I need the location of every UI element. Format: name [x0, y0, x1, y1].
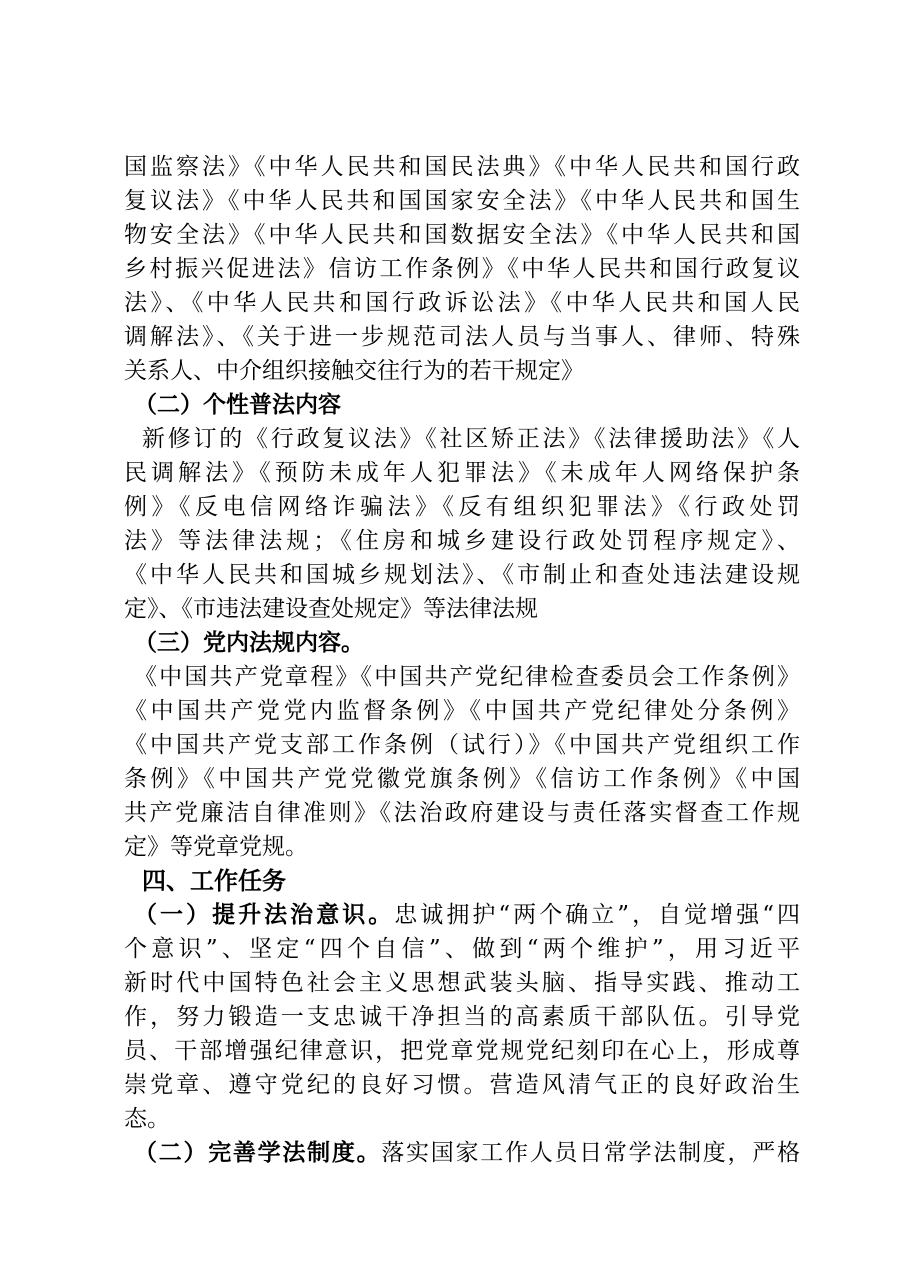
section-heading-4: 四、工作任务 — [142, 867, 286, 895]
text-line: 国监察法》《中华人民共和国民法典》《中华人民共和国行政 — [124, 154, 800, 180]
text-line: 员、干部增强纪律意识，把党章党规党纪刻印在心上，形成尊 — [124, 1038, 800, 1064]
text-line: 作，努力锻造一支忠诚干净担当的高素质干部队伍。引导党 — [124, 1004, 800, 1030]
text-line: 新时代中国特色社会主义思想武装头脑、指导实践、推动工 — [124, 970, 800, 996]
text-line: 共产党廉洁自律准则》《法治政府建设与责任落实督查工作规 — [124, 800, 800, 826]
text-line: 《中国共产党支部工作条例（试行）》《中国共产党组织工作 — [124, 732, 800, 758]
subsection-heading-3: （三）党内法规内容。 — [134, 629, 364, 656]
text-line: 态。 — [124, 1106, 170, 1132]
text-line — [134, 1136, 800, 1170]
text-line: 法》、《中华人民共和国行政诉讼法》《中华人民共和国人民 — [124, 290, 800, 316]
text-line: 条例》《中国共产党党徽党旗条例》《信访工作条例》《中国 — [124, 766, 800, 792]
text-line: 民调解法》《预防未成年人犯罪法》《未成年人网络保护条 — [124, 460, 800, 486]
text-line: 崇党章、遵守党纪的良好习惯。营造风清气正的良好政治生 — [124, 1072, 800, 1098]
text-line: 物安全法》《中华人民共和国数据安全法》《中华人民共和国 — [124, 222, 800, 248]
task-lead: （一）提升法治意识。 — [134, 901, 395, 928]
text-line: 复议法》《中华人民共和国国家安全法》《中华人民共和国生 — [124, 188, 800, 214]
task-text: 落实国家工作人员日常学法制度，严格 — [381, 1140, 800, 1166]
text-line: 例》《反电信网络诈骗法》《反有组织犯罪法》《行政处罚 — [124, 494, 800, 520]
subsection-heading-2: （二）个性普法内容 — [134, 391, 341, 418]
task-text: 忠诚拥护“两个确立”，自觉增强“四 — [394, 902, 800, 928]
text-line: 《中华人民共和国城乡规划法》、《市制止和查处违法建设规 — [124, 562, 800, 588]
task-lead: （二）完善学法制度。 — [134, 1139, 382, 1166]
text-line: 《中国共产党党内监督条例》《中国共产党纪律处分条例》 — [124, 698, 800, 724]
text-line: 个意识”、坚定“四个自信”、做到“两个维护”，用习近平 — [124, 936, 800, 962]
text-line: 定》等党章党规。 — [124, 834, 308, 860]
text-line: 定》、《市违法建设查处规定》等法律法规 — [124, 596, 538, 622]
text-line: 新修订的《行政复议法》《社区矫正法》《法律援助法》《人 — [142, 426, 800, 452]
text-line: 法》等法律法规；《住房和城乡建设行政处罚程序规定》、 — [124, 528, 800, 554]
text-line: 乡村振兴促进法》信访工作条例》《中华人民共和国行政复议 — [124, 256, 800, 282]
text-line: 《中国共产党章程》《中国共产党纪律检查委员会工作条例》 — [134, 664, 800, 690]
text-line — [134, 898, 800, 932]
text-line: 调解法》、《关于进一步规范司法人员与当事人、律师、特殊 — [124, 324, 800, 350]
text-line: 关系人、中介组织接触交往行为的若干规定》 — [124, 358, 584, 384]
